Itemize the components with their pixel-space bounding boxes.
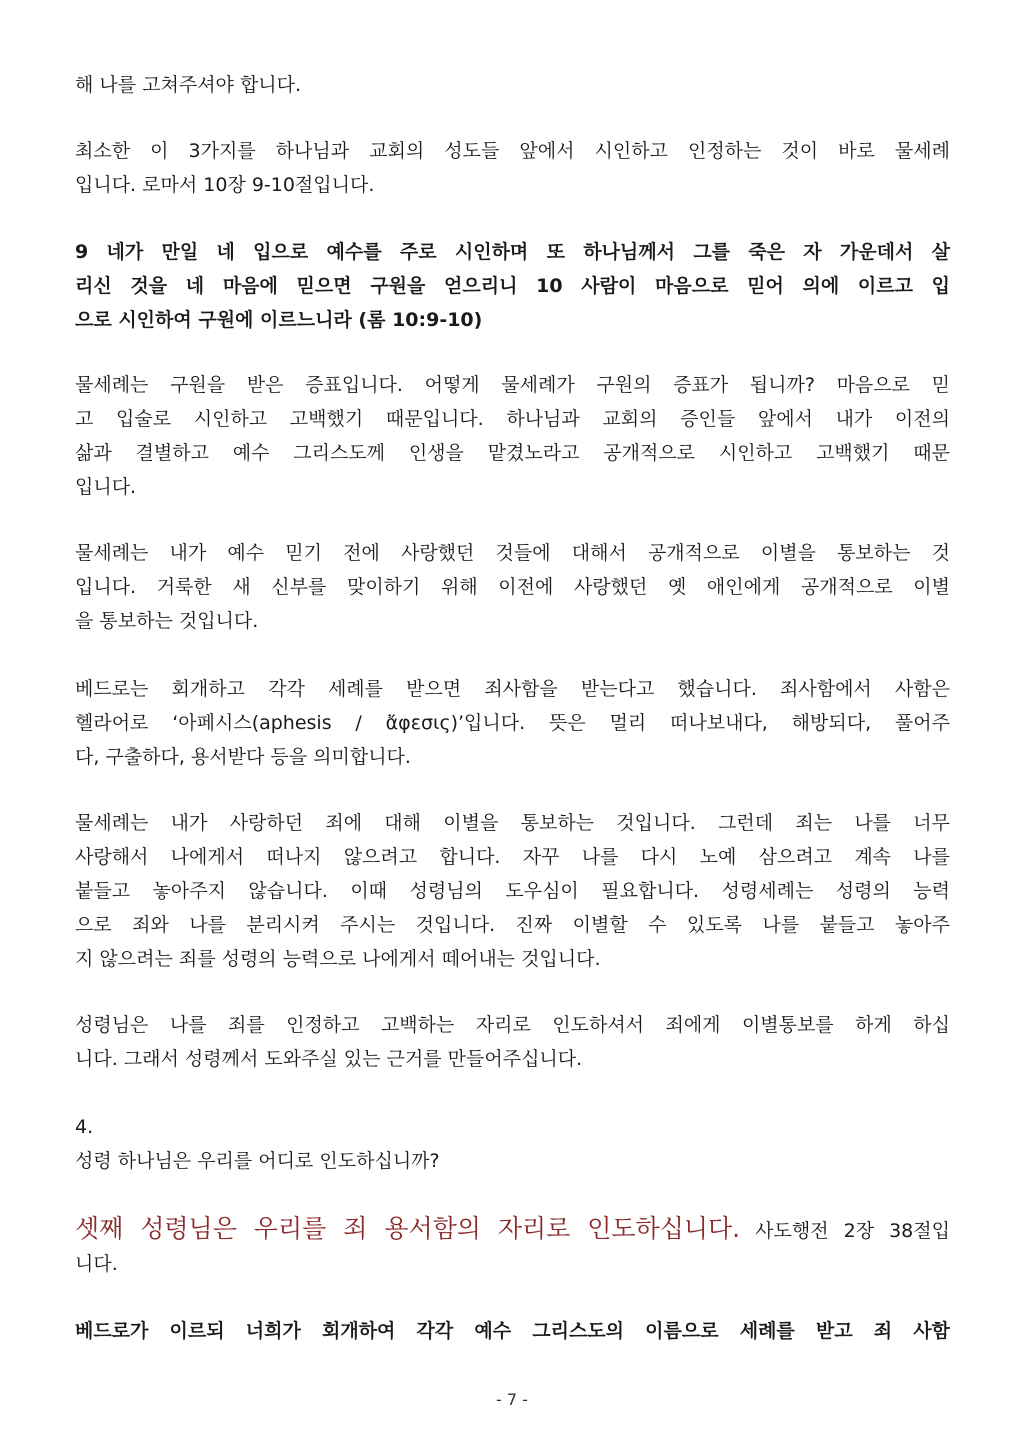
text-line: 헬라어로 ‘아페시스(aphesis / ἄφεσις)’입니다. 뜻은 멀리 떠나보내다, 해방되다, 풀어주 bbox=[75, 712, 950, 734]
text-line: 성령님은 나를 죄를 인정하고 고백하는 자리로 인도하셔서 죄에게 이별통보를 하게 하십 bbox=[75, 1014, 950, 1036]
text-line: 베드로가 이르되 너희가 회개하여 각각 예수 그리스도의 이름으로 세례를 받고 죄 사함 bbox=[75, 1320, 950, 1342]
paragraph-aphesis bbox=[75, 672, 950, 774]
section-4-question bbox=[75, 1110, 950, 1178]
section-number: 4. bbox=[75, 1116, 94, 1138]
paragraph-sin-separation bbox=[75, 806, 950, 976]
text-line: 해 나를 고쳐주셔야 합니다. bbox=[75, 74, 302, 96]
text-line: 입니다. 거룩한 새 신부를 맞이하기 위해 이전에 사랑했던 옛 애인에게 공개적으로 이별 bbox=[75, 576, 950, 598]
paragraph-farewell bbox=[75, 536, 950, 638]
paragraph-three-things bbox=[75, 134, 950, 202]
paragraph-intro bbox=[75, 68, 950, 102]
paragraph-holy-spirit bbox=[75, 1008, 950, 1076]
text-line: 물세례는 내가 사랑하던 죄에 대해 이별을 통보하는 것입니다. 그런데 죄는 나를 너무 bbox=[75, 812, 950, 834]
text-line: 베드로는 회개하고 각각 세례를 받으면 죄사함을 받는다고 했습니다. 죄사함에서 사함은 bbox=[75, 678, 950, 700]
scripture-quote-romans bbox=[75, 235, 950, 337]
text-line: 입니다. bbox=[75, 476, 137, 498]
text-line: 최소한 이 3가지를 하나님과 교회의 성도들 앞에서 시인하고 인정하는 것이 바로 물세례 bbox=[75, 140, 950, 162]
text-line: 9 네가 만일 네 입으로 예수를 주로 시인하며 또 하나님께서 그를 죽은 자 가운데서 살 bbox=[75, 241, 950, 263]
page-number: - 7 - bbox=[496, 1390, 528, 1409]
text-line: 으로 죄와 나를 분리시켜 주시는 것입니다. 진짜 이별할 수 있도록 나를 붙들고 놓아주 bbox=[75, 914, 950, 936]
text-line: 리신 것을 네 마음에 믿으면 구원을 얻으리니 10 사람이 마음으로 믿어 의에 이르고 입 bbox=[75, 275, 950, 297]
text-line: 물세례는 내가 예수 믿기 전에 사랑했던 것들에 대해서 공개적으로 이별을 통보하는 것 bbox=[75, 542, 950, 564]
text-line: 다, 구출하다, 용서받다 등을 의미합니다. bbox=[75, 746, 411, 768]
heading-emphasis: 셋째 성령님은 우리를 죄 용서함의 자리로 인도하십니다. bbox=[75, 1214, 741, 1243]
section-question: 성령 하나님은 우리를 어디로 인도하십니까? bbox=[75, 1150, 440, 1172]
text-line: 붙들고 놓아주지 않습니다. 이때 성령님의 도우심이 필요합니다. 성령세례는 성령의 능력 bbox=[75, 880, 950, 902]
text-line: 으로 시인하여 구원에 이르느니라 (롬 10:9-10) bbox=[75, 309, 483, 331]
text-line: 지 않으려는 죄를 성령의 능력으로 나에게서 떼어내는 것입니다. bbox=[75, 948, 601, 970]
heading-reference: 사도행전 2장 38절입 bbox=[740, 1220, 950, 1242]
heading-line bbox=[75, 1211, 950, 1247]
scripture-quote-acts bbox=[75, 1314, 950, 1348]
text-line: 물세례는 구원을 받은 증표입니다. 어떻게 물세례가 구원의 증표가 됩니까? 마음으로 믿 bbox=[75, 374, 950, 396]
text-line: 니다. 그래서 성령께서 도와주실 있는 근거를 만들어주십니다. bbox=[75, 1048, 583, 1070]
text-line: 삶과 결별하고 예수 그리스도께 인생을 맡겼노라고 공개적으로 시인하고 고백했기 때문 bbox=[75, 442, 950, 464]
paragraph-baptism-sign bbox=[75, 368, 950, 504]
text-line: 을 통보하는 것입니다. bbox=[75, 610, 259, 632]
section-heading-third bbox=[75, 1211, 950, 1281]
text-line: 니다. bbox=[75, 1253, 118, 1275]
text-line: 입니다. 로마서 10장 9-10절입니다. bbox=[75, 174, 375, 196]
text-line: 고 입술로 시인하고 고백했기 때문입니다. 하나님과 교회의 증인들 앞에서 내가 이전의 bbox=[75, 408, 950, 430]
text-line: 사랑해서 나에게서 떠나지 않으려고 합니다. 자꾸 나를 다시 노예 삼으려고 계속 나를 bbox=[75, 846, 950, 868]
